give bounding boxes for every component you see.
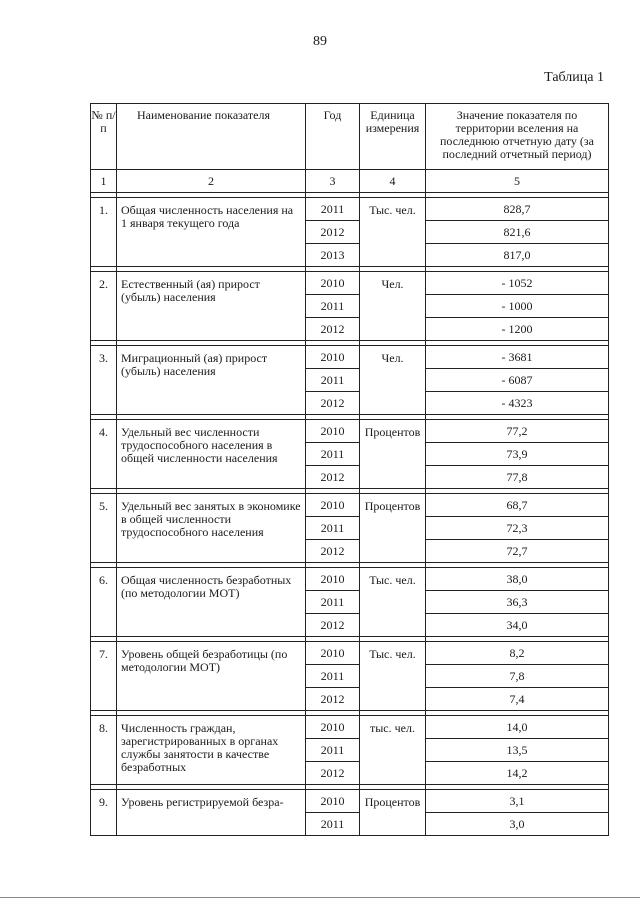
unit-cell: Процентов: [360, 494, 426, 563]
column-number: 2: [117, 170, 306, 193]
column-number: 1: [91, 170, 117, 193]
table-row: [91, 642, 609, 665]
table-row: [91, 346, 609, 369]
year-cell: 2013: [306, 244, 360, 267]
year-cell: 2011: [306, 295, 360, 318]
value-cell: 14,0: [426, 716, 609, 739]
unit-cell: тыс. чел.: [360, 716, 426, 785]
year-cell: 2012: [306, 318, 360, 341]
indicator-name: Удельный вес численности трудоспособного населения в общей численности населения: [117, 420, 306, 489]
value-cell: - 1200: [426, 318, 609, 341]
year-cell: 2010: [306, 346, 360, 369]
table-row: [91, 716, 609, 739]
table-row: [91, 198, 609, 221]
indicator-name: Уровень регистрируемой безра-: [117, 790, 306, 836]
year-cell: 2011: [306, 517, 360, 540]
value-cell: 828,7: [426, 198, 609, 221]
unit-cell: Тыс. чел.: [360, 642, 426, 711]
value-cell: 77,8: [426, 466, 609, 489]
table-row: [91, 420, 609, 443]
value-cell: 68,7: [426, 494, 609, 517]
value-cell: 72,3: [426, 517, 609, 540]
header-num: № п/п: [91, 104, 117, 170]
year-cell: 2012: [306, 466, 360, 489]
year-cell: 2011: [306, 443, 360, 466]
value-cell: - 4323: [426, 392, 609, 415]
unit-cell: Процентов: [360, 420, 426, 489]
row-number: 9.: [91, 790, 117, 836]
unit-cell: Процентов: [360, 790, 426, 836]
header-row: [91, 104, 609, 170]
column-number: 5: [426, 170, 609, 193]
indicators-table: [90, 103, 609, 836]
indicator-name: Удельный вес занятых в экономике в общей численности трудоспособного населения: [117, 494, 306, 563]
year-cell: 2010: [306, 642, 360, 665]
year-cell: 2012: [306, 540, 360, 563]
unit-cell: Чел.: [360, 346, 426, 415]
year-cell: 2011: [306, 369, 360, 392]
year-cell: 2010: [306, 494, 360, 517]
value-cell: 7,4: [426, 688, 609, 711]
page-number: 89: [313, 34, 327, 49]
table-body: [91, 193, 609, 836]
year-cell: 2012: [306, 688, 360, 711]
header-year: Год: [306, 104, 360, 170]
year-cell: 2011: [306, 813, 360, 836]
header-unit: Единица измерения: [360, 104, 426, 170]
indicator-name: Общая численность безработных (по методологии МОТ): [117, 568, 306, 637]
year-cell: 2010: [306, 272, 360, 295]
column-numbers-row: [91, 170, 609, 193]
year-cell: 2010: [306, 420, 360, 443]
row-number: 6.: [91, 568, 117, 637]
year-cell: 2011: [306, 591, 360, 614]
table-row: [91, 494, 609, 517]
scan-edge-line: [0, 897, 640, 898]
indicator-name: Естественный (ая) прирост (убыль) населения: [117, 272, 306, 341]
year-cell: 2012: [306, 392, 360, 415]
value-cell: 817,0: [426, 244, 609, 267]
value-cell: 77,2: [426, 420, 609, 443]
year-cell: 2012: [306, 221, 360, 244]
row-number: 1.: [91, 198, 117, 267]
value-cell: - 6087: [426, 369, 609, 392]
header-name: Наименование показателя: [117, 104, 306, 170]
table-row: [91, 272, 609, 295]
value-cell: 3,1: [426, 790, 609, 813]
unit-cell: Тыс. чел.: [360, 568, 426, 637]
indicator-name: Общая численность населения на 1 января текущего года: [117, 198, 306, 267]
value-cell: 72,7: [426, 540, 609, 563]
value-cell: 3,0: [426, 813, 609, 836]
year-cell: 2011: [306, 665, 360, 688]
column-number: 4: [360, 170, 426, 193]
column-number: 3: [306, 170, 360, 193]
value-cell: - 1052: [426, 272, 609, 295]
year-cell: 2010: [306, 568, 360, 591]
year-cell: 2012: [306, 614, 360, 637]
row-number: 2.: [91, 272, 117, 341]
table-row: [91, 790, 609, 813]
value-cell: 73,9: [426, 443, 609, 466]
value-cell: 8,2: [426, 642, 609, 665]
year-cell: 2010: [306, 790, 360, 813]
value-cell: 36,3: [426, 591, 609, 614]
row-number: 8.: [91, 716, 117, 785]
header-value: Значение показателя по территории вселения на последнюю отчетную дату (за последний отчетный период): [426, 104, 609, 170]
value-cell: 7,8: [426, 665, 609, 688]
row-number: 4.: [91, 420, 117, 489]
table-caption: Таблица 1: [544, 70, 604, 85]
year-cell: 2011: [306, 739, 360, 762]
value-cell: - 1000: [426, 295, 609, 318]
indicator-name: Миграционный (ая) прирост (убыль) населения: [117, 346, 306, 415]
value-cell: 821,6: [426, 221, 609, 244]
value-cell: 38,0: [426, 568, 609, 591]
year-cell: 2011: [306, 198, 360, 221]
row-number: 5.: [91, 494, 117, 563]
unit-cell: Чел.: [360, 272, 426, 341]
value-cell: 14,2: [426, 762, 609, 785]
year-cell: 2010: [306, 716, 360, 739]
indicator-name: Численность граждан, зарегистрированных в органах службы занятости в качестве безработных: [117, 716, 306, 785]
value-cell: 34,0: [426, 614, 609, 637]
row-number: 3.: [91, 346, 117, 415]
indicator-name: Уровень общей безработицы (по методологии МОТ): [117, 642, 306, 711]
value-cell: 13,5: [426, 739, 609, 762]
unit-cell: Тыс. чел.: [360, 198, 426, 267]
year-cell: 2012: [306, 762, 360, 785]
value-cell: - 3681: [426, 346, 609, 369]
table-row: [91, 568, 609, 591]
row-number: 7.: [91, 642, 117, 711]
